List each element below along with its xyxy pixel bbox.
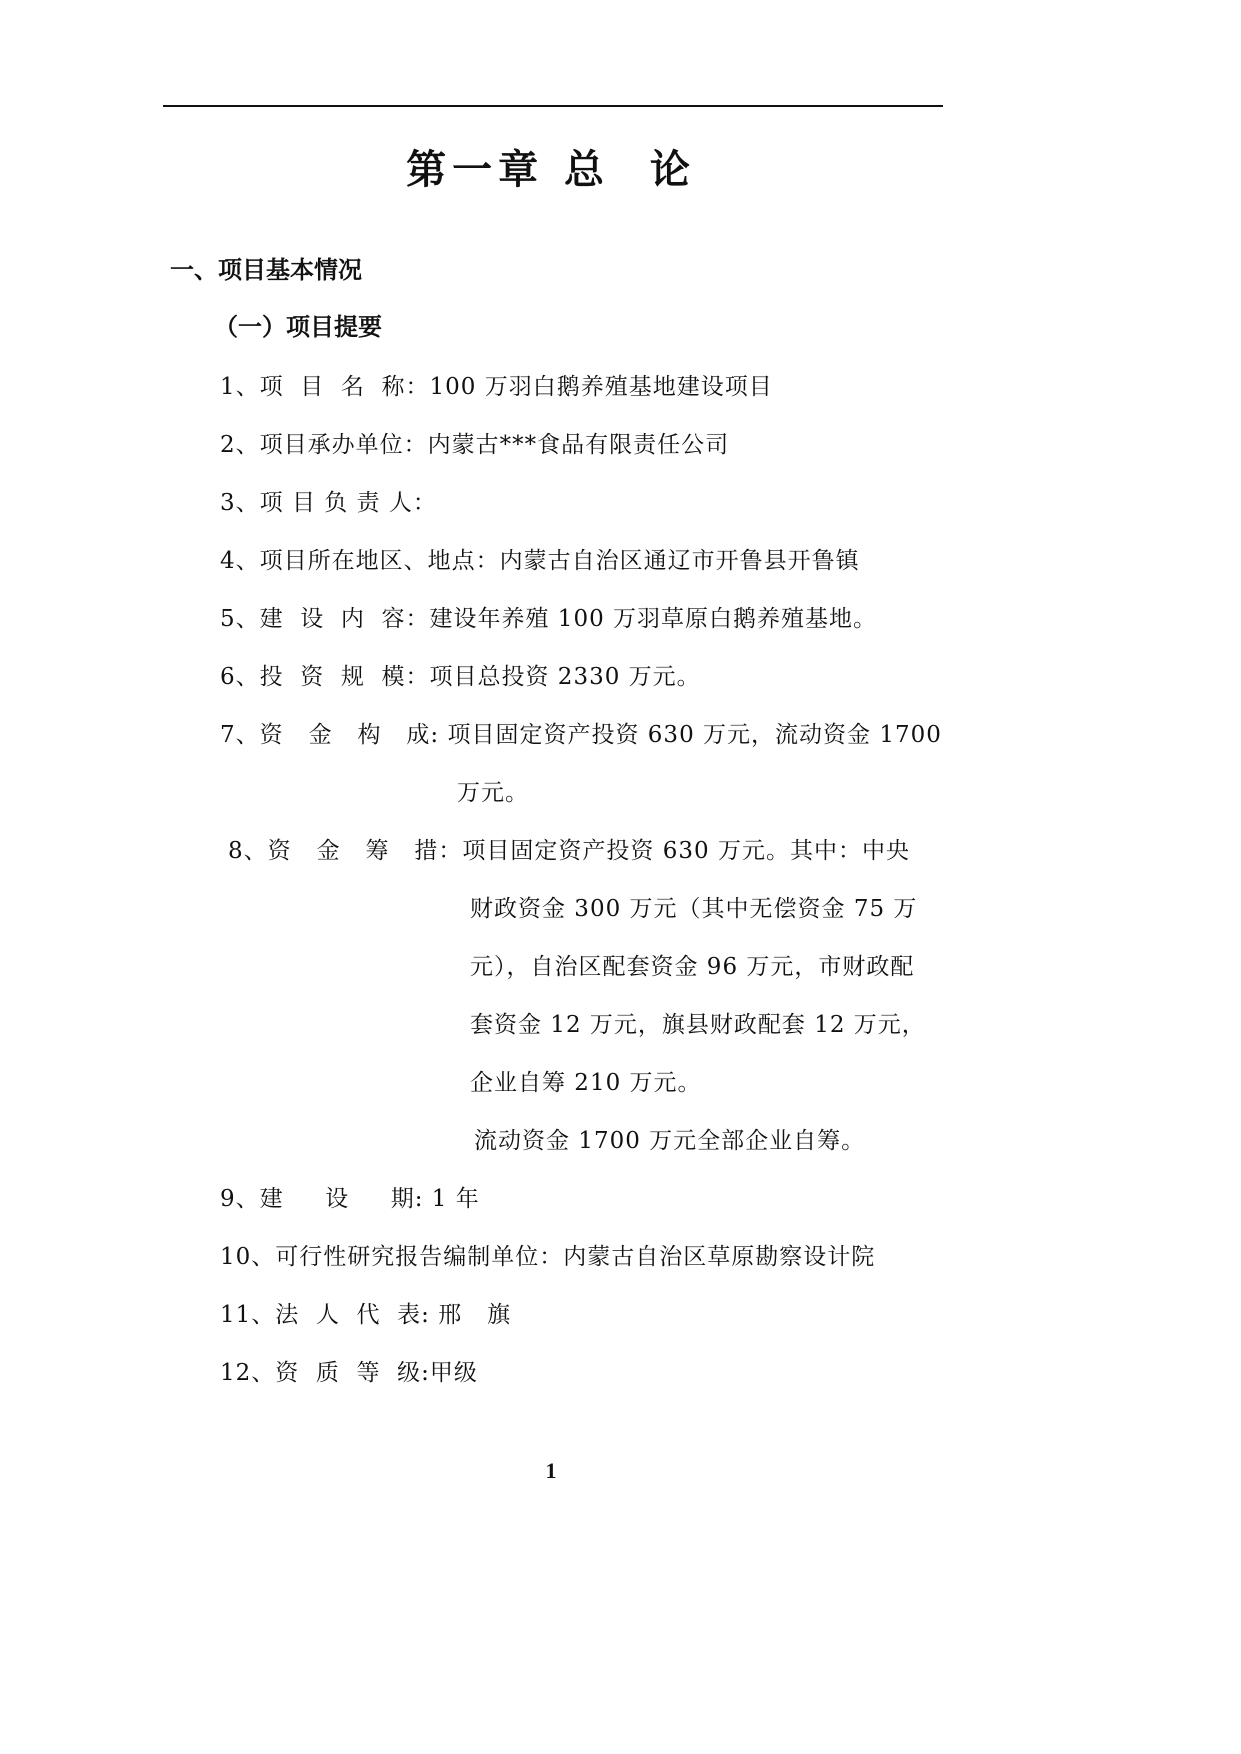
- chapter-title: 第一章 总 论: [406, 146, 696, 193]
- item-fund-raising: 8、资 金 筹 措：项目固定资产投资 630 万元。其中：中央: [228, 838, 910, 864]
- item-legal-representative: 11、法 人 代 表: 邢 旗: [220, 1302, 512, 1328]
- item-project-leader: 3、项 目 负 责 人：: [220, 490, 437, 516]
- item-construction-period: 9、建 设 期: 1 年: [220, 1186, 480, 1212]
- subsection-heading: （一）项目提要: [214, 312, 382, 341]
- header-rule: [163, 105, 943, 107]
- item-location: 4、项目所在地区、地点：内蒙古自治区通辽市开鲁县开鲁镇: [220, 548, 860, 574]
- item-fund-raising-cont-2: 元），自治区配套资金 96 万元，市财政配: [470, 954, 915, 980]
- item-fund-composition: 7、资 金 构 成: 项目固定资产投资 630 万元，流动资金 1700: [220, 722, 942, 748]
- item-fund-raising-cont-4: 企业自筹 210 万元。: [470, 1070, 702, 1096]
- page-number: 1: [545, 1458, 557, 1483]
- section-heading: 一、项目基本情况: [170, 255, 362, 284]
- item-fund-raising-cont-3: 套资金 12 万元，旗县财政配套 12 万元，: [470, 1012, 926, 1038]
- item-fund-composition-cont: 万元。: [457, 780, 529, 806]
- item-report-compiler: 10、可行性研究报告编制单位：内蒙古自治区草原勘察设计院: [220, 1244, 876, 1270]
- item-fund-raising-cont-1: 财政资金 300 万元（其中无偿资金 75 万: [470, 896, 918, 922]
- item-qualification-grade: 12、资 质 等 级:甲级: [220, 1360, 478, 1386]
- item-working-capital: 流动资金 1700 万元全部企业自筹。: [474, 1128, 866, 1154]
- item-project-name: 1、项 目 名 称：100 万羽白鹅养殖基地建设项目: [220, 374, 773, 400]
- item-construction-content: 5、建 设 内 容：建设年养殖 100 万羽草原白鹅养殖基地。: [220, 606, 878, 632]
- item-undertaking-unit: 2、项目承办单位：内蒙古***食品有限责任公司: [220, 432, 730, 458]
- item-investment-scale: 6、投 资 规 模：项目总投资 2330 万元。: [220, 664, 701, 690]
